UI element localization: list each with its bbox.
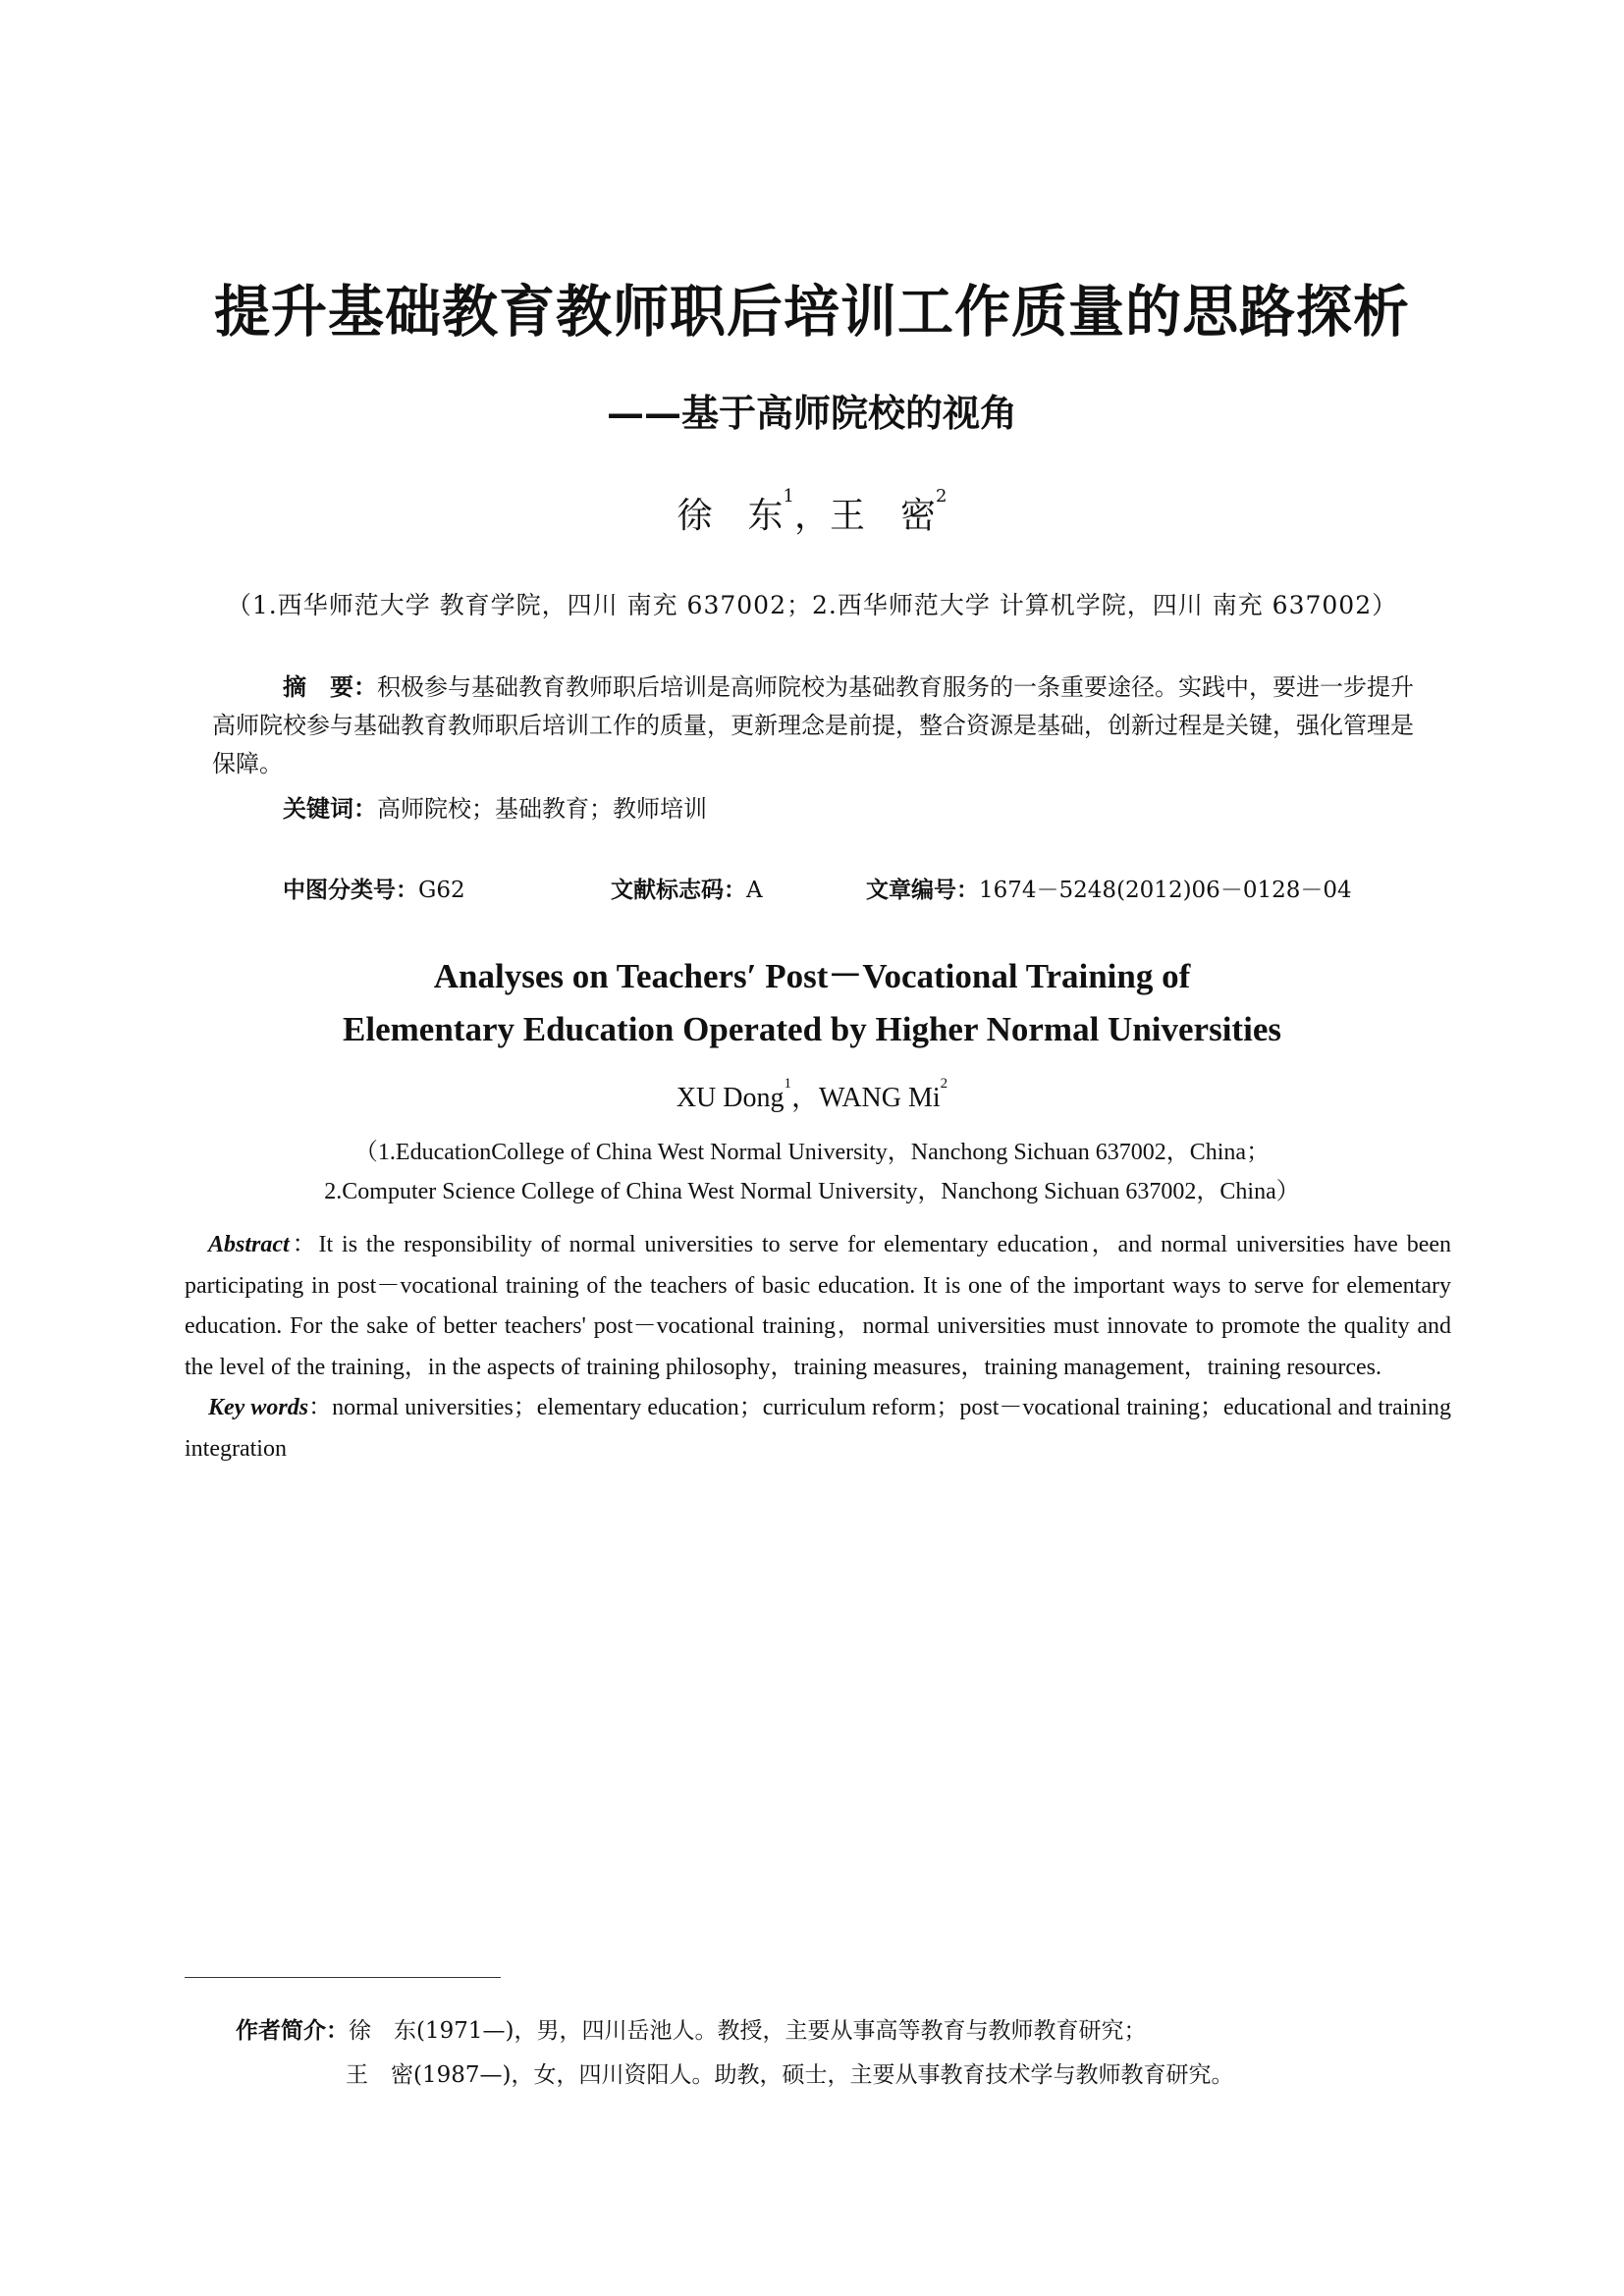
title-en-line-1: Analyses on Teachers′ Post－Vocational Training of: [433, 957, 1191, 995]
clc-value: G62: [418, 878, 465, 903]
author-2-affil-mark: 2: [936, 486, 947, 507]
authors-cn: [0, 488, 1624, 538]
abstract-en-text: It is the responsibility of normal universities to serve for elementary education，and normal universities have been participating in post－vocational training of the teachers of basic education. It is one of the important ways to serve for elementary education. For the sake of better teachers' post－vocational training，normal universities must innovate to promote the quality and the level of the training，in the aspects of training philosophy，training measures，training management，training resources.: [185, 1232, 1452, 1380]
article-number-label: 文章编号：: [866, 878, 979, 903]
keywords-en-label: Key words: [208, 1395, 309, 1420]
abstract-cn-text: 积极参与基础教育教师职后培训是高师院校为基础教育服务的一条重要途径。实践中，要进一步提升高师院校参与基础教育教师职后培训工作的质量，更新理念是前提，整合资源是基础，创新过程是关键，强化管理是保障。: [212, 673, 1414, 777]
document-code: [611, 872, 763, 904]
keywords-en-colon: ：: [308, 1395, 333, 1420]
author-separator: ，: [793, 496, 830, 536]
keywords-cn: [283, 789, 707, 824]
author-separator-en: ，: [790, 1083, 819, 1113]
authors-en: [0, 1076, 1624, 1115]
keywords-cn-text: 高师院校；基础教育；教师培训: [377, 795, 707, 823]
author-2-name: 王 密: [830, 496, 937, 536]
abstract-en-colon: ：: [289, 1232, 319, 1257]
keywords-cn-label: 关键词：: [283, 795, 377, 823]
abstract-en-label: Abstract: [208, 1232, 290, 1257]
page-subtitle: ——基于高师院校的视角: [606, 391, 1017, 435]
title-en: [0, 950, 1624, 1056]
footnote-divider: [185, 1977, 501, 1978]
author-1-affil-mark-en: 1: [784, 1076, 791, 1092]
affiliation-cn: （1.西华师范大学 教育学院，四川 南充 637002；2.西华师范大学 计算机学院，四川 南充 637002）: [226, 591, 1398, 619]
title-en-line-2: Elementary Education Operated by Higher Normal Universities: [343, 1010, 1281, 1048]
author-2-name-en: WANG Mi: [819, 1083, 941, 1113]
abstract-cn: [212, 668, 1418, 783]
page-title: 提升基础教育教师职后培训工作质量的思路探析: [214, 279, 1410, 345]
author-bio-line-2: 王 密(1987—)，女，四川资阳人。助教，硕士，主要从事教育技术学与教师教育研究。: [346, 2062, 1234, 2088]
affiliation-en-line-2: 2.Computer Science College of China West Normal University，Nanchong Sichuan 637002，China）: [324, 1179, 1300, 1204]
author-bio-1-text: 徐 东(1971—)，男，四川岳池人。教授，主要从事高等教育与教师教育研究；: [349, 2018, 1147, 2044]
affiliation-en: [0, 1133, 1624, 1211]
clc-number: [283, 872, 465, 904]
abstract-en-block: [185, 1225, 1451, 1469]
author-bio-label: 作者简介：: [236, 2018, 349, 2044]
article-number-value: 1674－5248(2012)06－0128－04: [979, 878, 1352, 903]
keywords-en-text: normal universities；elementary education；curriculum reform；post－vocational training；educational and training integration: [185, 1395, 1452, 1462]
abstract-cn-label: 摘 要：: [283, 673, 377, 701]
affiliation-en-line-1: （1.EducationCollege of China West Normal University，Nanchong Sichuan 637002，China；: [353, 1140, 1271, 1165]
abstract-en: [185, 1225, 1451, 1388]
doc-code-value: A: [746, 878, 763, 903]
author-1-name-en: XU Dong: [676, 1083, 785, 1113]
author-bio-line-1: [236, 2012, 1146, 2045]
doc-code-label: 文献标志码：: [611, 878, 746, 903]
author-2-affil-mark-en: 2: [940, 1076, 948, 1092]
article-number: [866, 872, 1352, 904]
clc-label: 中图分类号：: [283, 878, 418, 903]
author-1-name: 徐 东: [677, 496, 784, 536]
author-1-affil-mark: 1: [783, 486, 794, 507]
keywords-en: [185, 1388, 1451, 1469]
